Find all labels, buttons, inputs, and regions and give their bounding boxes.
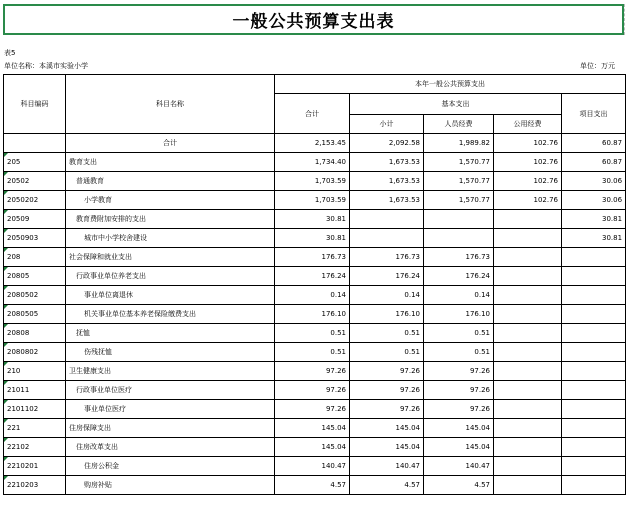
project-cell[interactable] bbox=[562, 362, 626, 381]
subtotal-cell[interactable]: 145.04 bbox=[350, 438, 424, 457]
header-total[interactable]: 合计 bbox=[275, 94, 350, 134]
personnel-cell[interactable]: 140.47 bbox=[424, 457, 494, 476]
name-cell[interactable]: 住房改革支出 bbox=[66, 438, 275, 457]
public-cell[interactable] bbox=[494, 476, 562, 495]
total-cell[interactable]: 97.26 bbox=[275, 362, 350, 381]
project-cell[interactable] bbox=[562, 305, 626, 324]
total-cell[interactable]: 2,153.45 bbox=[275, 134, 350, 153]
project-cell[interactable]: 60.87 bbox=[562, 134, 626, 153]
public-cell[interactable] bbox=[494, 362, 562, 381]
code-cell[interactable]: 2080502 bbox=[4, 286, 66, 305]
project-cell[interactable]: 30.06 bbox=[562, 172, 626, 191]
personnel-cell[interactable]: 0.51 bbox=[424, 324, 494, 343]
total-cell[interactable]: 97.26 bbox=[275, 381, 350, 400]
code-cell[interactable]: 20805 bbox=[4, 267, 66, 286]
name-cell[interactable]: 抚恤 bbox=[66, 324, 275, 343]
name-cell[interactable]: 教育费附加安排的支出 bbox=[66, 210, 275, 229]
project-cell[interactable]: 60.87 bbox=[562, 153, 626, 172]
project-cell[interactable] bbox=[562, 419, 626, 438]
table-row bbox=[4, 229, 626, 248]
code-cell[interactable]: 2050202 bbox=[4, 191, 66, 210]
personnel-cell[interactable]: 97.26 bbox=[424, 362, 494, 381]
name-cell[interactable]: 社会保障和就业支出 bbox=[66, 248, 275, 267]
personnel-cell[interactable]: 4.57 bbox=[424, 476, 494, 495]
header-personnel[interactable]: 人员经费 bbox=[424, 115, 494, 134]
name-cell[interactable]: 行政事业单位医疗 bbox=[66, 381, 275, 400]
subtotal-cell[interactable]: 4.57 bbox=[350, 476, 424, 495]
public-cell[interactable] bbox=[494, 419, 562, 438]
project-cell[interactable]: 30.06 bbox=[562, 191, 626, 210]
header-code[interactable]: 科目编码 bbox=[4, 75, 66, 134]
name-cell[interactable]: 事业单位离退休 bbox=[66, 286, 275, 305]
subtotal-cell[interactable] bbox=[350, 210, 424, 229]
public-cell[interactable] bbox=[494, 457, 562, 476]
code-cell[interactable]: 20502 bbox=[4, 172, 66, 191]
public-cell[interactable]: 102.76 bbox=[494, 134, 562, 153]
title-box[interactable] bbox=[3, 4, 624, 35]
table-row bbox=[4, 438, 626, 457]
name-cell[interactable]: 卫生健康支出 bbox=[66, 362, 275, 381]
total-cell[interactable]: 140.47 bbox=[275, 457, 350, 476]
table-row bbox=[4, 248, 626, 267]
public-cell[interactable] bbox=[494, 286, 562, 305]
budget-table bbox=[3, 74, 626, 495]
name-cell[interactable]: 住房公积金 bbox=[66, 457, 275, 476]
header-basic[interactable]: 基本支出 bbox=[350, 94, 562, 115]
personnel-cell[interactable]: 145.04 bbox=[424, 438, 494, 457]
subtotal-cell[interactable] bbox=[350, 229, 424, 248]
project-cell[interactable]: 30.81 bbox=[562, 229, 626, 248]
public-cell[interactable]: 102.76 bbox=[494, 191, 562, 210]
project-cell[interactable] bbox=[562, 438, 626, 457]
subtotal-cell[interactable]: 0.14 bbox=[350, 286, 424, 305]
personnel-cell[interactable]: 1,570.77 bbox=[424, 153, 494, 172]
code-cell[interactable]: 208 bbox=[4, 248, 66, 267]
subtotal-cell[interactable]: 176.10 bbox=[350, 305, 424, 324]
subtotal-cell[interactable]: 1,673.53 bbox=[350, 172, 424, 191]
subtotal-cell[interactable]: 97.26 bbox=[350, 381, 424, 400]
code-cell[interactable]: 20808 bbox=[4, 324, 66, 343]
name-cell[interactable]: 教育支出 bbox=[66, 153, 275, 172]
personnel-cell[interactable]: 97.26 bbox=[424, 400, 494, 419]
name-cell[interactable]: 机关事业单位基本养老保险缴费支出 bbox=[66, 305, 275, 324]
personnel-cell[interactable] bbox=[424, 210, 494, 229]
project-cell[interactable] bbox=[562, 457, 626, 476]
subtotal-cell[interactable]: 140.47 bbox=[350, 457, 424, 476]
table-row bbox=[4, 362, 626, 381]
name-cell[interactable]: 伤残抚恤 bbox=[66, 343, 275, 362]
code-cell[interactable]: 2080802 bbox=[4, 343, 66, 362]
total-cell[interactable]: 176.10 bbox=[275, 305, 350, 324]
table-body bbox=[4, 134, 626, 495]
total-cell[interactable]: 1,703.59 bbox=[275, 172, 350, 191]
public-cell[interactable] bbox=[494, 267, 562, 286]
table-row bbox=[4, 419, 626, 438]
public-cell[interactable]: 102.76 bbox=[494, 153, 562, 172]
code-cell[interactable]: 2210203 bbox=[4, 476, 66, 495]
personnel-cell[interactable]: 176.10 bbox=[424, 305, 494, 324]
table-row bbox=[4, 476, 626, 495]
project-cell[interactable] bbox=[562, 381, 626, 400]
name-cell[interactable]: 住房保障支出 bbox=[66, 419, 275, 438]
subtotal-cell[interactable]: 2,092.58 bbox=[350, 134, 424, 153]
total-cell[interactable]: 97.26 bbox=[275, 400, 350, 419]
code-cell[interactable]: 21011 bbox=[4, 381, 66, 400]
code-cell[interactable]: 22102 bbox=[4, 438, 66, 457]
project-cell[interactable] bbox=[562, 286, 626, 305]
personnel-cell[interactable]: 1,989.82 bbox=[424, 134, 494, 153]
table-row bbox=[4, 153, 626, 172]
personnel-cell[interactable]: 176.24 bbox=[424, 267, 494, 286]
personnel-cell[interactable]: 176.73 bbox=[424, 248, 494, 267]
subtotal-cell[interactable]: 0.51 bbox=[350, 324, 424, 343]
subtotal-cell[interactable]: 97.26 bbox=[350, 362, 424, 381]
name-cell[interactable]: 事业单位医疗 bbox=[66, 400, 275, 419]
subtotal-cell[interactable]: 176.73 bbox=[350, 248, 424, 267]
public-cell[interactable] bbox=[494, 343, 562, 362]
table-row bbox=[4, 343, 626, 362]
name-cell[interactable]: 合计 bbox=[66, 134, 275, 153]
total-cell[interactable]: 176.24 bbox=[275, 267, 350, 286]
total-cell[interactable]: 1,734.40 bbox=[275, 153, 350, 172]
code-cell[interactable]: 205 bbox=[4, 153, 66, 172]
code-cell[interactable]: 2080505 bbox=[4, 305, 66, 324]
subtotal-cell[interactable]: 97.26 bbox=[350, 400, 424, 419]
table-row bbox=[4, 381, 626, 400]
table-row bbox=[4, 191, 626, 210]
public-cell[interactable] bbox=[494, 381, 562, 400]
total-cell[interactable]: 30.81 bbox=[275, 229, 350, 248]
code-cell[interactable]: 210 bbox=[4, 362, 66, 381]
code-cell[interactable]: 221 bbox=[4, 419, 66, 438]
total-cell[interactable]: 145.04 bbox=[275, 419, 350, 438]
name-cell[interactable]: 行政事业单位养老支出 bbox=[66, 267, 275, 286]
total-cell[interactable]: 30.81 bbox=[275, 210, 350, 229]
total-cell[interactable]: 176.73 bbox=[275, 248, 350, 267]
header-subtotal[interactable]: 小计 bbox=[350, 115, 424, 134]
public-cell[interactable] bbox=[494, 229, 562, 248]
public-cell[interactable] bbox=[494, 305, 562, 324]
unit-name: 单位名称：本溪市实验小学 bbox=[4, 62, 88, 70]
header-name[interactable]: 科目名称 bbox=[66, 75, 275, 134]
code-cell[interactable]: 2210201 bbox=[4, 457, 66, 476]
personnel-cell[interactable]: 0.51 bbox=[424, 343, 494, 362]
public-cell[interactable] bbox=[494, 324, 562, 343]
header-public[interactable]: 公用经费 bbox=[494, 115, 562, 134]
subtotal-cell[interactable]: 176.24 bbox=[350, 267, 424, 286]
public-cell[interactable] bbox=[494, 438, 562, 457]
public-cell[interactable] bbox=[494, 400, 562, 419]
code-cell[interactable]: 2050903 bbox=[4, 229, 66, 248]
total-cell[interactable]: 0.51 bbox=[275, 324, 350, 343]
table-row bbox=[4, 400, 626, 419]
project-cell[interactable] bbox=[562, 267, 626, 286]
header-project[interactable]: 项目支出 bbox=[562, 94, 626, 134]
public-cell[interactable] bbox=[494, 210, 562, 229]
project-cell[interactable] bbox=[562, 343, 626, 362]
unit-label: 单位：万元 bbox=[580, 62, 615, 70]
name-cell[interactable]: 普通教育 bbox=[66, 172, 275, 191]
personnel-cell[interactable]: 145.04 bbox=[424, 419, 494, 438]
public-cell[interactable] bbox=[494, 248, 562, 267]
project-cell[interactable] bbox=[562, 476, 626, 495]
table-row bbox=[4, 210, 626, 229]
cell-boundary bbox=[624, 4, 630, 35]
table-row bbox=[4, 324, 626, 343]
project-cell[interactable] bbox=[562, 324, 626, 343]
personnel-cell[interactable]: 1,570.77 bbox=[424, 191, 494, 210]
name-cell[interactable]: 购房补贴 bbox=[66, 476, 275, 495]
total-cell[interactable]: 4.57 bbox=[275, 476, 350, 495]
personnel-cell[interactable]: 1,570.77 bbox=[424, 172, 494, 191]
total-cell[interactable]: 1,703.59 bbox=[275, 191, 350, 210]
subtotal-cell[interactable]: 145.04 bbox=[350, 419, 424, 438]
public-cell[interactable]: 102.76 bbox=[494, 172, 562, 191]
header-group[interactable]: 本年一般公共预算支出 bbox=[275, 75, 626, 94]
table-row bbox=[4, 286, 626, 305]
page-title: 一般公共预算支出表 bbox=[232, 12, 395, 32]
total-cell[interactable]: 0.14 bbox=[275, 286, 350, 305]
name-cell[interactable]: 小学教育 bbox=[66, 191, 275, 210]
project-cell[interactable]: 30.81 bbox=[562, 210, 626, 229]
code-cell[interactable]: 20509 bbox=[4, 210, 66, 229]
subtotal-cell[interactable]: 1,673.53 bbox=[350, 191, 424, 210]
project-cell[interactable] bbox=[562, 248, 626, 267]
personnel-cell[interactable] bbox=[424, 229, 494, 248]
name-cell[interactable]: 城市中小学校舍建设 bbox=[66, 229, 275, 248]
table-row bbox=[4, 305, 626, 324]
subtotal-cell[interactable]: 0.51 bbox=[350, 343, 424, 362]
code-cell[interactable] bbox=[4, 134, 66, 153]
project-cell[interactable] bbox=[562, 400, 626, 419]
subtotal-cell[interactable]: 1,673.53 bbox=[350, 153, 424, 172]
total-cell[interactable]: 0.51 bbox=[275, 343, 350, 362]
table-row bbox=[4, 172, 626, 191]
personnel-cell[interactable]: 97.26 bbox=[424, 381, 494, 400]
table-row bbox=[4, 457, 626, 476]
code-cell[interactable]: 2101102 bbox=[4, 400, 66, 419]
table-row bbox=[4, 134, 626, 153]
table-number: 表5 bbox=[4, 49, 16, 57]
personnel-cell[interactable]: 0.14 bbox=[424, 286, 494, 305]
total-cell[interactable]: 145.04 bbox=[275, 438, 350, 457]
table-row bbox=[4, 267, 626, 286]
